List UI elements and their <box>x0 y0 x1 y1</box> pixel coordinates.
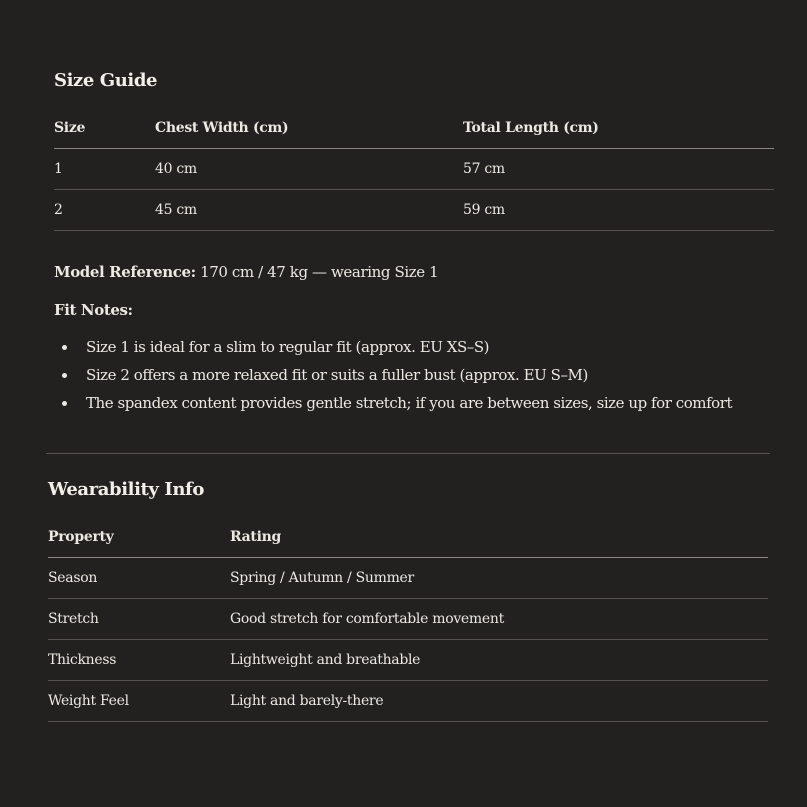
chest-width-cell: 45 cm <box>155 202 197 218</box>
list-item: Size 1 is ideal for a slim to regular fit (approx. EU XS–S) <box>86 333 774 361</box>
fit-notes-list <box>54 333 774 417</box>
size-guide-title: Size Guide <box>54 70 158 91</box>
property-cell: Thickness <box>48 652 117 668</box>
list-item: The spandex content provides gentle stretch; if you are between sizes, size up for comfort <box>86 389 774 417</box>
rating-cell: Spring / Autumn / Summer <box>230 570 414 586</box>
size-guide-header-row <box>54 108 774 149</box>
table-row <box>54 190 774 231</box>
table-row <box>48 681 768 722</box>
total-length-cell: 57 cm <box>463 161 505 177</box>
wearability-section <box>48 477 768 722</box>
wearability-table <box>48 517 768 722</box>
model-reference-label: Model Reference: <box>54 263 196 281</box>
table-row <box>48 599 768 640</box>
rating-cell: Light and barely-there <box>230 693 384 709</box>
rating-cell: Good stretch for comfortable movement <box>230 611 504 627</box>
property-cell: Weight Feel <box>48 693 129 709</box>
wearability-header-row <box>48 517 768 558</box>
table-row <box>48 640 768 681</box>
header-rating: Rating <box>230 529 281 545</box>
size-guide-table <box>54 108 774 231</box>
chest-width-cell: 40 cm <box>155 161 197 177</box>
table-row <box>54 149 774 190</box>
list-item: Size 2 offers a more relaxed fit or suits a fuller bust (approx. EU S–M) <box>86 361 774 389</box>
property-cell: Season <box>48 570 98 586</box>
size-guide-section <box>54 68 774 417</box>
size-cell: 1 <box>54 161 63 177</box>
wearability-title: Wearability Info <box>48 479 205 500</box>
header-chest-width: Chest Width (cm) <box>155 120 289 136</box>
total-length-cell: 59 cm <box>463 202 505 218</box>
header-size: Size <box>54 120 86 136</box>
section-divider <box>46 453 770 454</box>
model-reference <box>54 261 774 283</box>
table-row <box>48 558 768 599</box>
model-reference-value: 170 cm / 47 kg — wearing Size 1 <box>195 263 439 281</box>
rating-cell: Lightweight and breathable <box>230 652 421 668</box>
property-cell: Stretch <box>48 611 99 627</box>
header-total-length: Total Length (cm) <box>463 120 599 136</box>
fit-notes-title: Fit Notes: <box>54 301 133 319</box>
header-property: Property <box>48 529 114 545</box>
size-cell: 2 <box>54 202 63 218</box>
